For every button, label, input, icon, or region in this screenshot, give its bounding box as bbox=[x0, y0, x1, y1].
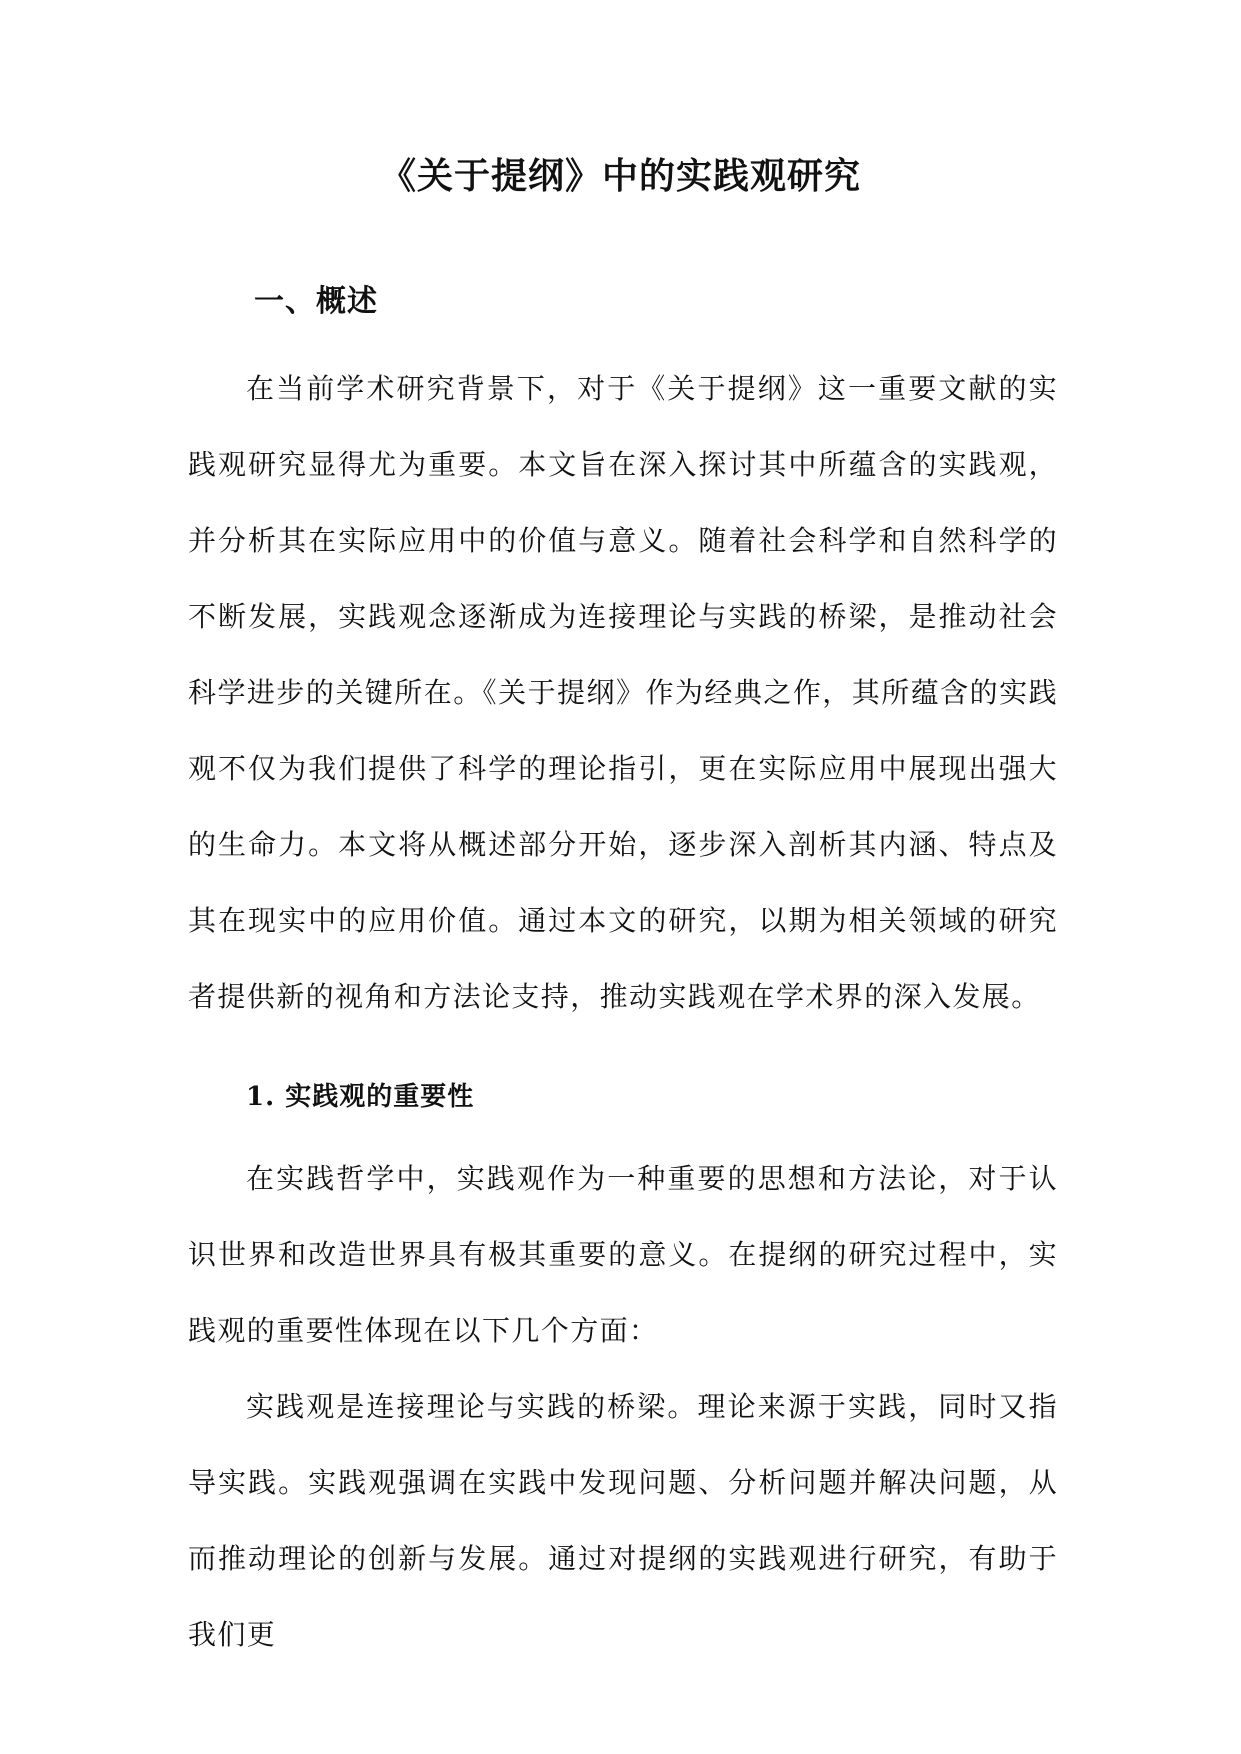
document-title: 《关于提纲》中的实践观研究 bbox=[379, 155, 861, 197]
subsection-heading-importance: 1. 实践观的重要性 bbox=[246, 1082, 475, 1112]
overview-paragraph: 在当前学术研究背景下，对于《关于提纲》这一重要文献的实践观研究显得尤为重要。本文旨在深入探讨其中所蕴含的实践观，并分析其在实际应用中的价值与意义。随着社会科学和自然科学的不断发展，实践观念逐渐成为连接理论与实践的桥梁，是推动社会科学进步的关键所在。《关于提纲》作为经典之作，其所蕴含的实践观不仅为我们提供了科学的理论指引，更在实际应用中展现出强大的生命力。本文将从概述部分开始，逐步深入剖析其内涵、特点及其在现实中的应用价值。通过本文的研究，以期为相关领域的研究者提供新的视角和方法论支持，推动实践观在学术界的深入发展。 bbox=[188, 372, 1058, 1013]
section-heading-overview: 一、概述 bbox=[254, 284, 378, 319]
importance-paragraph-2: 实践观是连接理论与实践的桥梁。理论来源于实践，同时又指导实践。实践观强调在实践中发现问题、分析问题并解决问题，从而推动理论的创新与发展。通过对提纲的实践观进行研究，有助于我们更 bbox=[188, 1390, 1058, 1651]
importance-paragraph-1: 在实践哲学中，实践观作为一种重要的思想和方法论，对于认识世界和改造世界具有极其重要的意义。在提纲的研究过程中，实践观的重要性体现在以下几个方面： bbox=[188, 1162, 1058, 1347]
